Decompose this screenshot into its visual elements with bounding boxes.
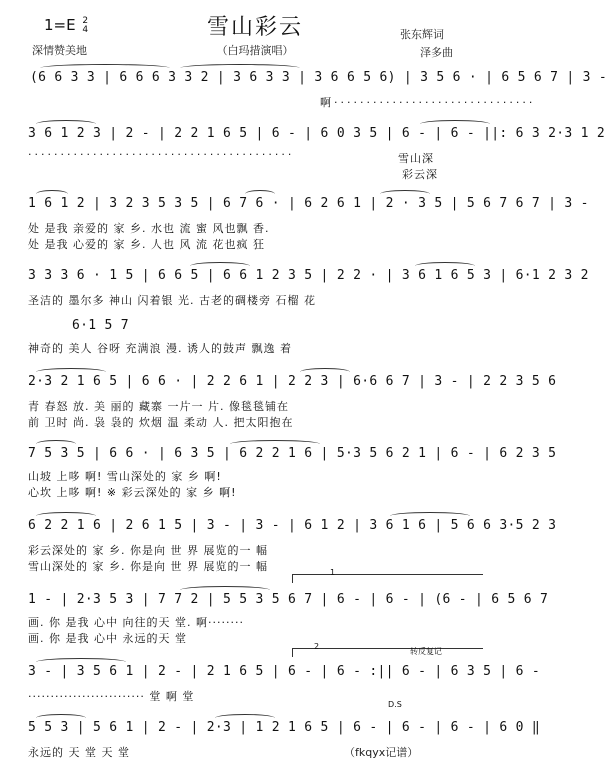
key-signature	[44, 16, 88, 35]
lyric-line-8a: 画. 你 是我 心中 向往的天 堂. 啊········	[28, 616, 244, 629]
volta-1-label: 1	[330, 568, 336, 577]
mood-marking: 深情赞美地	[32, 44, 87, 57]
singer: （白玛措演唱）	[216, 44, 294, 57]
lyric-line-4b: 神奇的 美人 谷呀 充满浪 漫. 诱人的鼓声 飘逸 着	[28, 342, 292, 355]
time-signature	[82, 17, 88, 35]
lyric-line-10: 永远的 天 堂 天 堂	[28, 746, 130, 759]
lyric-line-5a: 青 春怒 放. 美 丽的 藏寨 一片一 片. 像毯毯铺在	[28, 400, 289, 413]
lyric-line-1: 啊·······························	[320, 96, 536, 109]
lyric-line-6b: 心坎 上哆 啊! ※ 彩云深处的 家 乡 啊!	[28, 486, 237, 499]
score-line-9: 3 - | 3 5 6 1 | 2 - | 2 1 6 5 | 6 - | 6 - :|| 6 - | 6 3 5 | 6 -	[28, 664, 540, 679]
lyric-line-2: ·········································	[28, 148, 295, 161]
score-line-4: 3 3 3 6 · 1 5 | 6 6 5 | 6 6 1 2 3 5 | 2 2 · | 3 6 1 6 5 3 | 6·1 2 3 2	[28, 268, 589, 283]
ds-marking: D.S	[388, 700, 402, 709]
lyricist: 张东辉词	[400, 28, 444, 41]
score-line-7: 6 2 2 1 6 | 2 6 1 5 | 3 - | 3 - | 6 1 2 | 3 6 1 6 | 5 6 6 3·5 2 3	[28, 518, 557, 533]
score-line-8: 1 - | 2·3 5 3 | 7 7 2 | 5 5 3 5 6 7 | 6 - | 6 - | (6 - | 6 5 6 7	[28, 592, 549, 607]
score-line-2: 3 6 1 2 3 | 2 - | 2 2 1 6 5 | 6 - | 6 0 3 5 | 6 - | 6 - ||: 6 3 2·3 1 2	[28, 126, 605, 141]
lyric-line-3a: 处 是我 亲爱的 家 乡. 水也 流 蜜 风也飘 香.	[28, 222, 270, 235]
lyric-line-5b: 前 卫时 尚. 袅 袅的 炊烟 温 柔动 人. 把太阳抱在	[28, 416, 294, 429]
composer: 泽多曲	[420, 46, 453, 59]
score-line-4b: 6·1 5 7	[72, 318, 129, 333]
coda-note: 转反复记	[410, 647, 442, 656]
transcriber-credit: （fkqyx记谱）	[344, 746, 419, 759]
score-line-10: 5 5 3 | 5 6 1 | 2 - | 2·3 | 1 2 1 6 5 | 6 - | 6 - | 6 - | 6 0 ‖	[28, 720, 540, 735]
time-top: 2	[82, 15, 89, 26]
score-line-1: (6 6 3 3 | 6 6 6 3 3 2 | 3 6 3 3 | 3 6 6 5 6) | 3 5 6 · | 6 5 6 7 | 3 -	[30, 70, 607, 85]
lyric-line-7b: 雪山深处的 家 乡. 你是向 世 界 展览的一 幅	[28, 560, 268, 573]
lyric-line-6a: 山坡 上哆 啊! 雪山深处的 家 乡 啊!	[28, 470, 222, 483]
score-line-5: 2·3 2 1 6 5 | 6 6 · | 2 2 6 1 | 2 2 3 | 6·6 6 7 | 3 - | 2 2 3 5 6	[28, 374, 557, 389]
lyric-line-8b: 画. 你 是我 心中 永远的天 堂	[28, 632, 187, 645]
score-line-6: 7 5 3 5 | 6 6 · | 6 3 5 | 6 2 2 1 6 | 5·3 5 6 2 1 | 6 - | 6 2 3 5	[28, 446, 557, 461]
lyric-line-3b: 处 是我 心爱的 家 乡. 人也 风 流 花也疯 狂	[28, 238, 265, 251]
lyric-line-7a: 彩云深处的 家 乡. 你是向 世 界 展览的一 幅	[28, 544, 268, 557]
lyric-line-2b: 雪山深	[398, 152, 434, 165]
volta-2-label: 2	[314, 642, 320, 651]
lyric-line-2c: 彩云深	[402, 168, 438, 181]
key-label: 1=E	[44, 16, 76, 34]
lyric-line-9: ·························· 堂 啊 堂	[28, 690, 195, 703]
song-title: 雪山彩云	[206, 15, 303, 40]
score-line-3: 1 6 1 2 | 3 2 3 5 3 5 | 6 7 6 · | 6 2 6 1 | 2 · 3 5 | 5 6 7 6 7 | 3 -	[28, 196, 589, 211]
time-bottom: 4	[82, 24, 89, 35]
lyric-line-4: 圣洁的 墨尔多 神山 闪着银 光. 古老的碉楼旁 石榴 花	[28, 294, 316, 307]
